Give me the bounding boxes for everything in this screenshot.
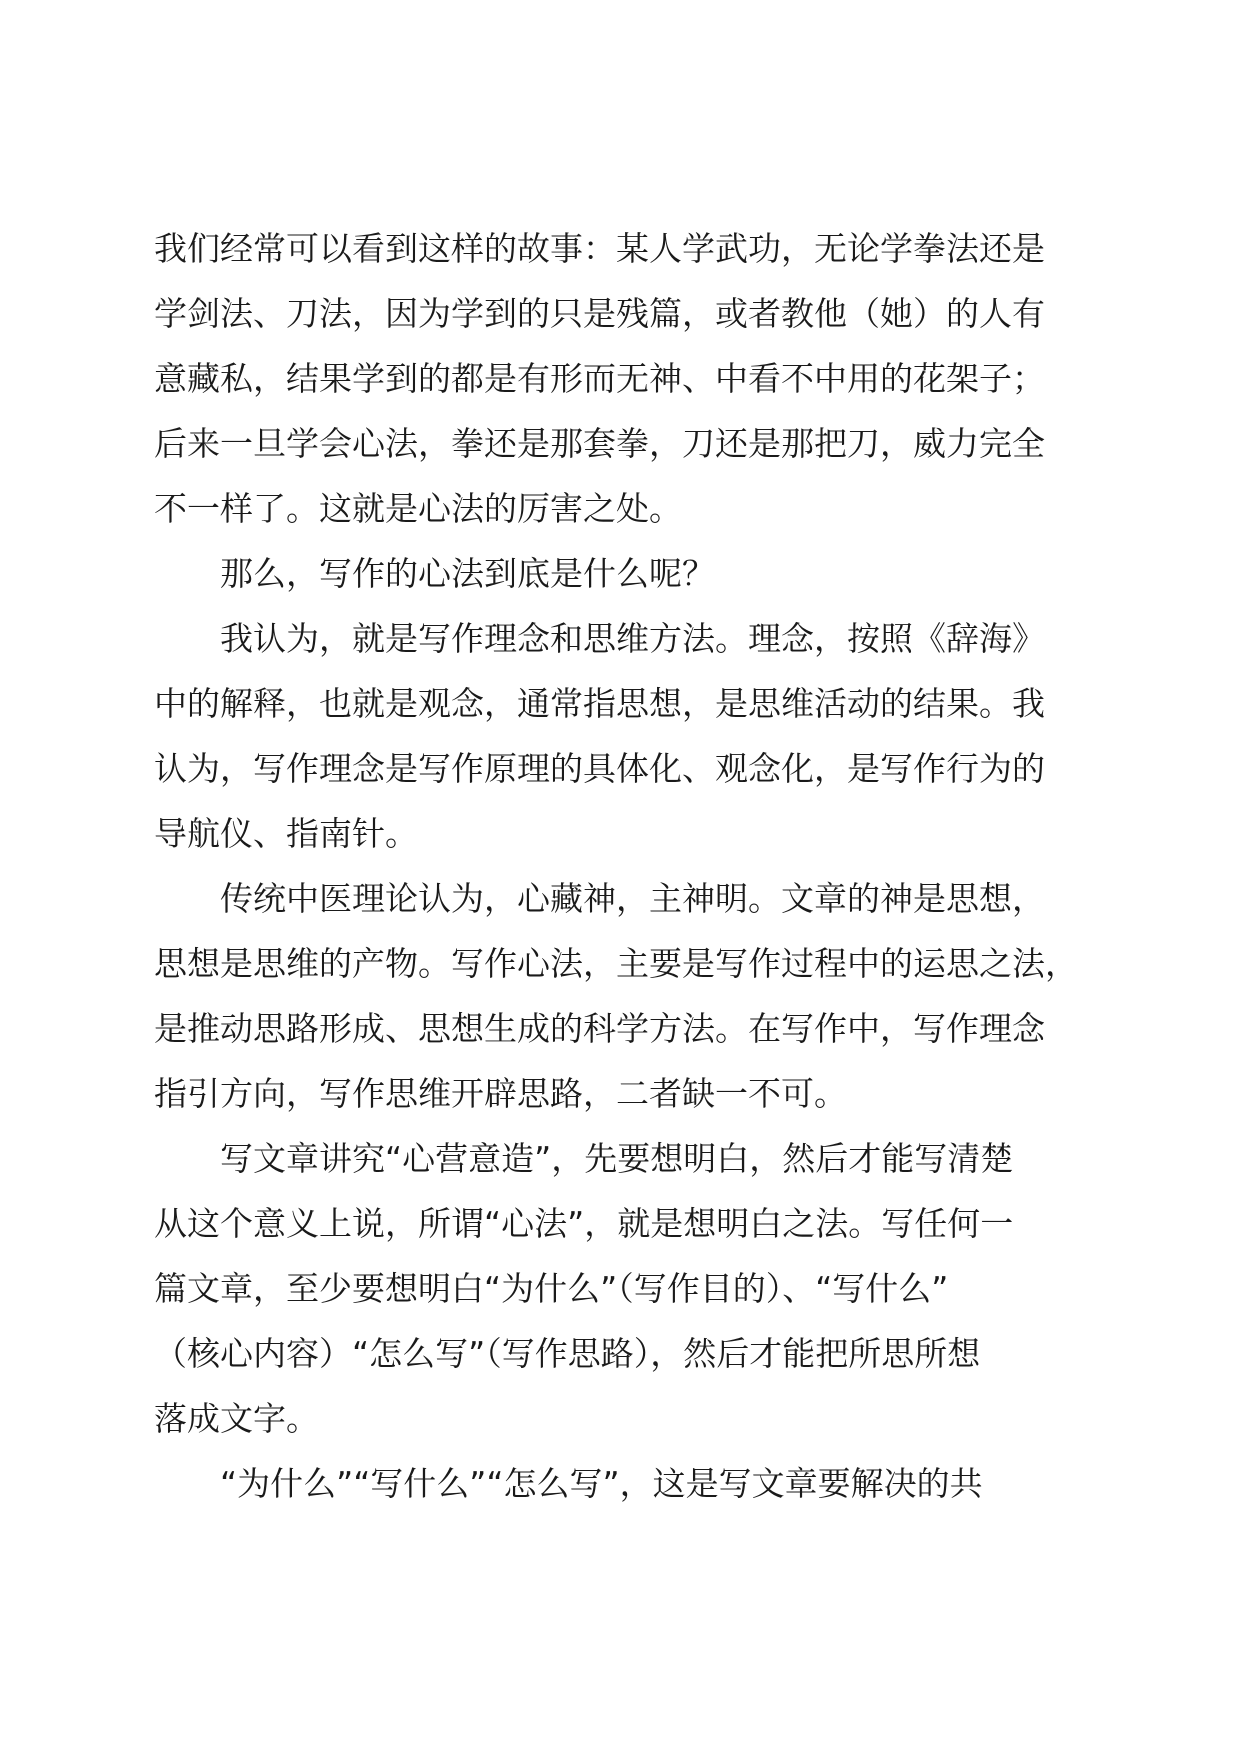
text-line: 写文章讲究“心营意造”，先要想明白，然后才能写清楚 bbox=[220, 1139, 1014, 1178]
text-line: 认为，写作理念是写作原理的具体化、观念化，是写作行为的 bbox=[154, 749, 1045, 788]
text-line: 不一样了。这就是心法的厉害之处。 bbox=[154, 489, 682, 528]
text-line: 后来一旦学会心法，拳还是那套拳，刀还是那把刀，威力完全 bbox=[154, 424, 1045, 463]
text-line: 思想是思维的产物。写作心法，主要是写作过程中的运思之法， bbox=[154, 944, 1078, 983]
body-text bbox=[154, 216, 1114, 1516]
text-line: （核心内容）“怎么写”（写作思路），然后才能把所思所想 bbox=[154, 1334, 981, 1373]
text-line: 我认为，就是写作理念和思维方法。理念，按照《辞海》 bbox=[220, 619, 1045, 658]
text-line: 落成文字。 bbox=[154, 1399, 319, 1438]
text-line: 意藏私，结果学到的都是有形而无神、中看不中用的花架子； bbox=[154, 359, 1045, 398]
text-line: 篇文章，至少要想明白“为什么”（写作目的）、“写什么” bbox=[154, 1269, 949, 1308]
text-line: 是推动思路形成、思想生成的科学方法。在写作中，写作理念 bbox=[154, 1009, 1045, 1048]
text-line: 学剑法、刀法，因为学到的只是残篇，或者教他（她）的人有 bbox=[154, 294, 1045, 333]
text-line: 传统中医理论认为，心藏神，主神明。文章的神是思想， bbox=[220, 879, 1045, 918]
text-line: 指引方向，写作思维开辟思路，二者缺一不可。 bbox=[154, 1074, 847, 1113]
text-line: “为什么”“写什么”“怎么写”，这是写文章要解决的共 bbox=[220, 1464, 983, 1503]
text-line: 中的解释，也就是观念，通常指思想，是思维活动的结果。我 bbox=[154, 684, 1045, 723]
text-line: 那么，写作的心法到底是什么呢？ bbox=[220, 554, 715, 593]
text-line: 我们经常可以看到这样的故事：某人学武功，无论学拳法还是 bbox=[154, 229, 1045, 268]
text-line: 导航仪、指南针。 bbox=[154, 814, 418, 853]
text-line: 从这个意义上说，所谓“心法”，就是想明白之法。写任何一 bbox=[154, 1204, 1014, 1243]
